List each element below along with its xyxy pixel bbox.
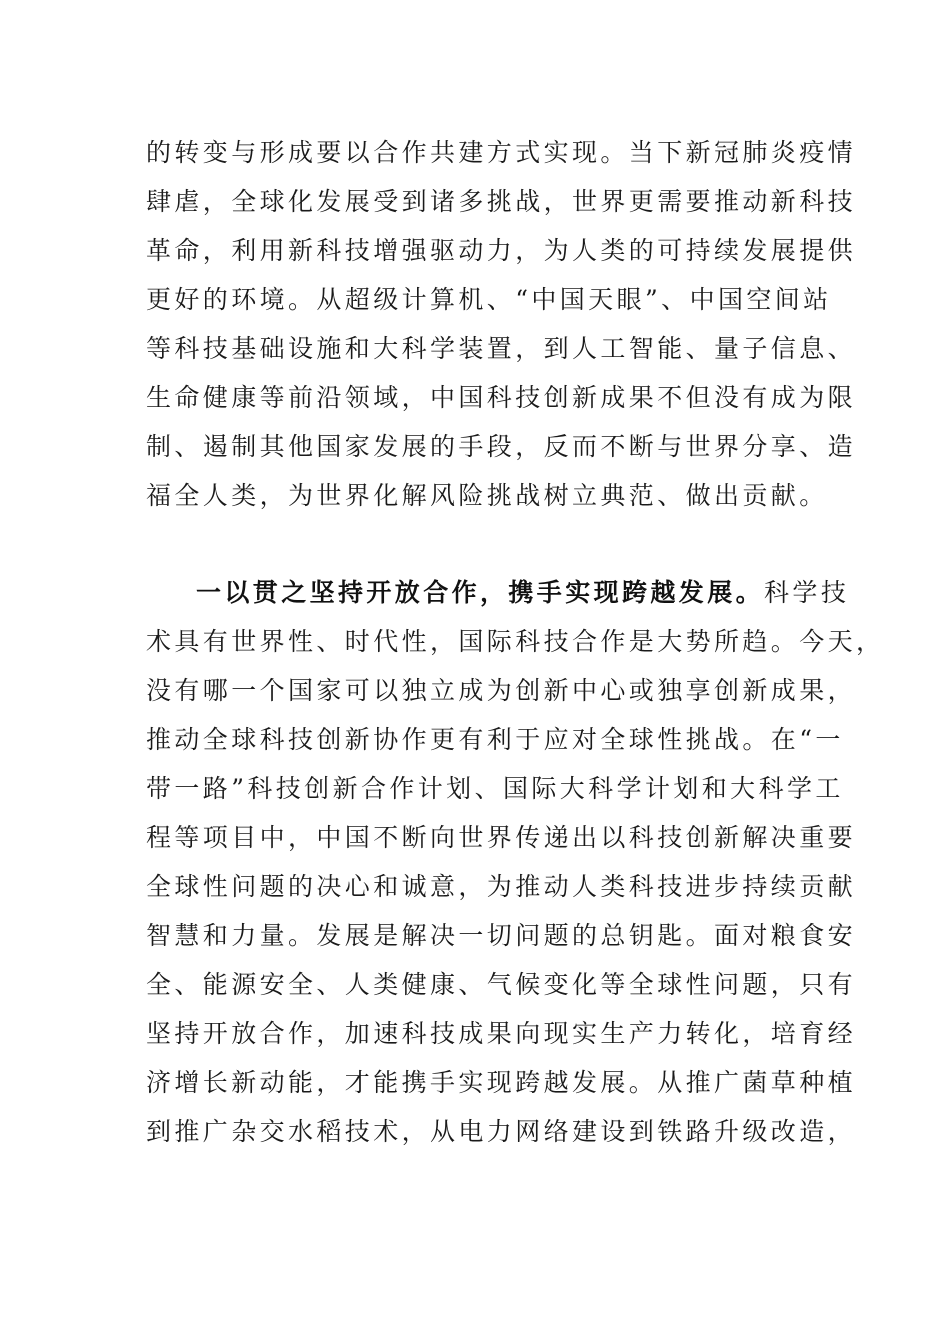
paragraph-line: 济增长新动能，才能携手实现跨越发展。从推广菌草种植 — [146, 1068, 857, 1097]
paragraph-line: 坚持开放合作，加速科技成果向现实生产力转化，培育经 — [146, 1019, 857, 1048]
paragraph-line: 术具有世界性、时代性，国际科技合作是大势所趋。今天， — [146, 627, 885, 656]
paragraph-line: 程等项目中，中国不断向世界传递出以科技创新解决重要 — [146, 823, 857, 852]
paragraph-line: 福全人类，为世界化解风险挑战树立典范、做出贡献。 — [146, 481, 828, 510]
paragraph-line: 更好的环境。从超级计算机、“中国天眼”、中国空间站 — [146, 285, 832, 314]
paragraph-line: 推动全球科技创新协作更有利于应对全球性挑战。在“一 — [146, 725, 844, 754]
paragraph-first-line — [196, 568, 850, 617]
paragraph-line: 革命，利用新科技增强驱动力，为人类的可持续发展提供 — [146, 236, 857, 265]
paragraph-line: 全、能源安全、人类健康、气候变化等全球性问题，只有 — [146, 970, 857, 999]
paragraph-line: 带一路”科技创新合作计划、国际大科学计划和大科学工 — [146, 774, 844, 803]
paragraph-lead-heading: 一以贯之坚持开放合作，携手实现跨越发展。 — [196, 578, 765, 607]
paragraph-line: 制、遏制其他国家发展的手段，反而不断与世界分享、造 — [146, 432, 857, 461]
paragraph-line: 生命健康等前沿领域，中国科技创新成果不但没有成为限 — [146, 383, 857, 412]
paragraph-line: 肆虐，全球化发展受到诸多挑战，世界更需要推动新科技 — [146, 187, 857, 216]
paragraph-line: 等科技基础设施和大科学装置，到人工智能、量子信息、 — [146, 334, 857, 363]
paragraph-line: 没有哪一个国家可以独立成为创新中心或独享创新成果， — [146, 676, 857, 705]
paragraph-lead-continuation: 科学技 — [764, 578, 850, 607]
paragraph-line: 全球性问题的决心和诚意，为推动人类科技进步持续贡献 — [146, 872, 857, 901]
paragraph-line: 智慧和力量。发展是解决一切问题的总钥匙。面对粮食安 — [146, 921, 857, 950]
paragraph-line: 的转变与形成要以合作共建方式实现。当下新冠肺炎疫情 — [146, 138, 857, 167]
paragraph-line: 到推广杂交水稻技术，从电力网络建设到铁路升级改造， — [146, 1117, 857, 1146]
